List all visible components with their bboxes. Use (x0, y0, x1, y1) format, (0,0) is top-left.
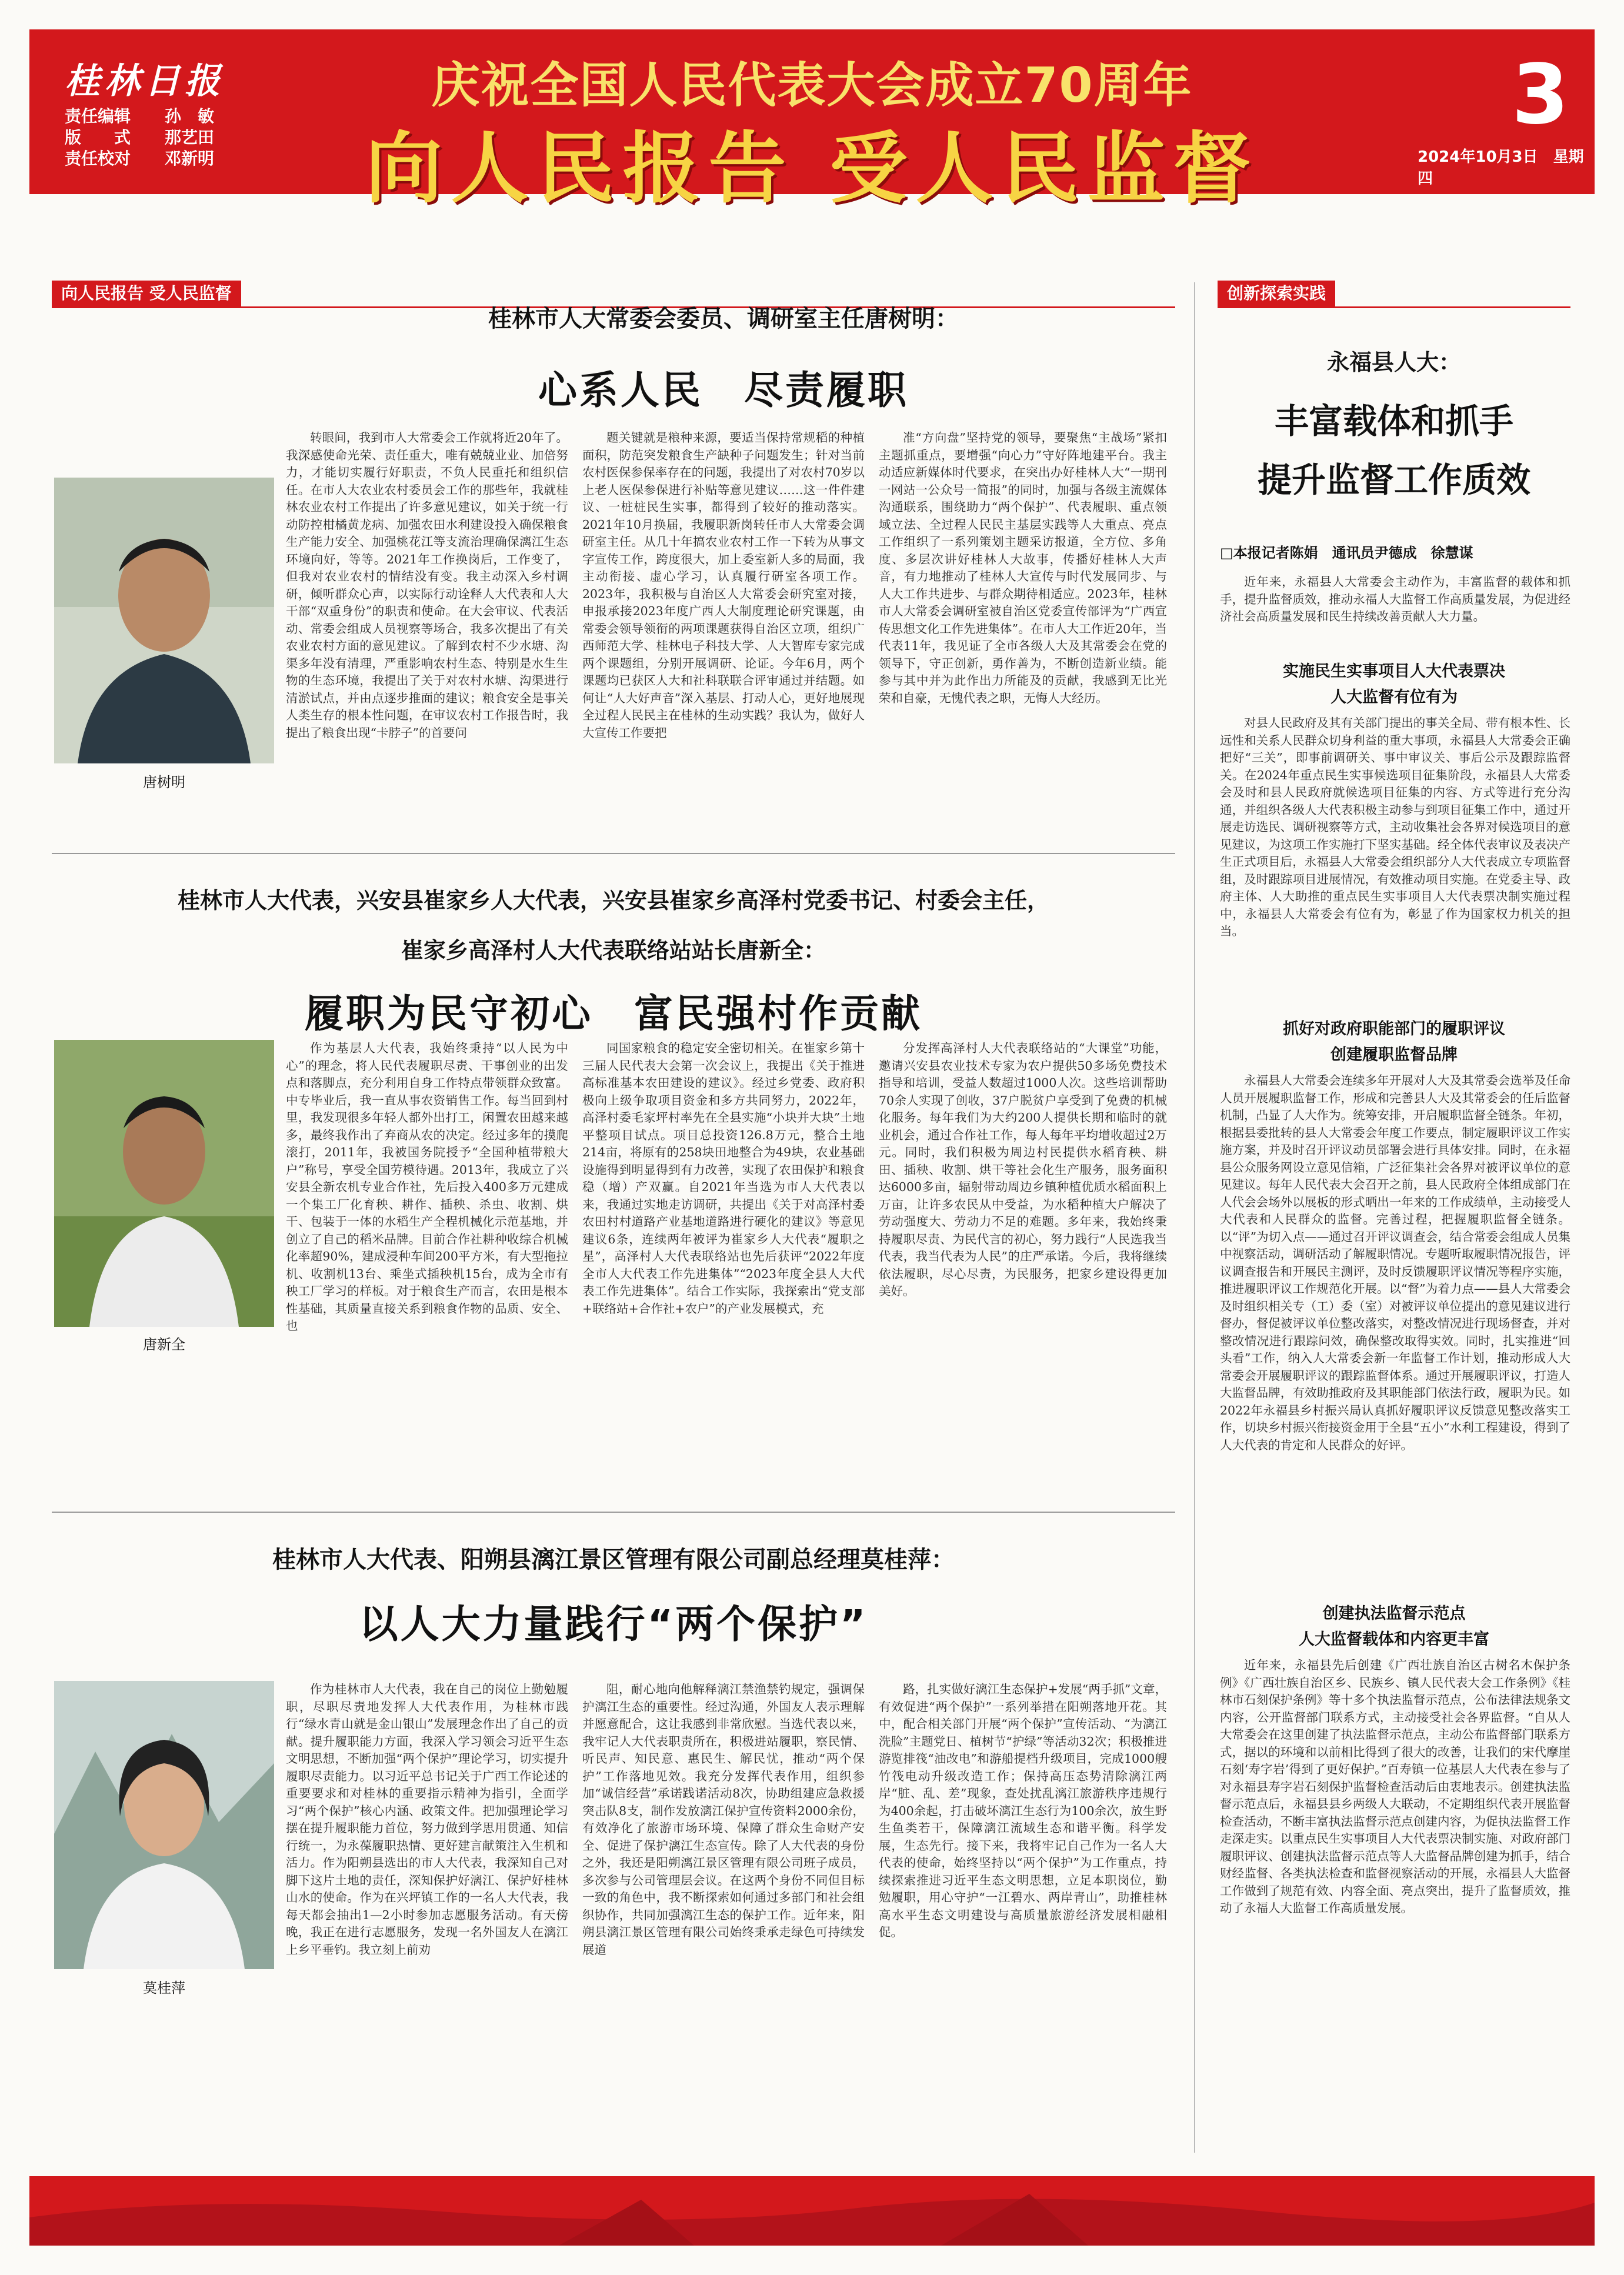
portrait-photo (54, 478, 274, 763)
article-divider (52, 853, 1175, 854)
article4-section-1: 对县人民政府及其有关部门提出的事关全局、带有根本性、长远性和关系人民群众切身利益的重大事项，永福县人大常委会正确把好“三关”，即事前调研关、事中审议关、事后公示及跟踪监督关。在2024年重点民生实事候选项目征集阶段，永福县人大常委会及时和县人民政府就候选项目征集的内容、方式等进行充分沟通，并组织各级人大代表积极主动参与到项目征集工作中，通过开展走访选民、调研视察等方式，主动收集社会各界对候选项目的意见建议，为这项工作实施打下坚实基础。经全体代表审议及表决产生正式项目后，永福县人大常委会组织部分人大代表成立专项监督组，及时跟踪项目进展情况，有效推动项目实施。在党委主导、政府主体、人大助推的重点民生实事项目人大代表票决制实施过程中，永福县人大常委会有位有为，彰显了作为国家权力机关的担当。 (1220, 716, 1570, 938)
article4-byline: □本报记者陈娟 通讯员尹德成 徐慧谋 (1220, 545, 1473, 561)
portrait-illustration (54, 478, 274, 763)
article3-column-1: 作为桂林市人大代表，我在自己的岗位上勤勉履职，尽职尽责地发挥人大代表作用，为桂林市践行“绿水青山就是金山银山”发展理念作出了自己的贡献。提升履职能力方面，我深入学习领会习近平生态文明思想，不断加强“两个保护”理论学习，切实提升履职尽责能力。以习近平总书记关于广西工作论述的重要要求和对桂林的重要指示精神为指引，全面学习“两个保护”核心内涵、政策文件。把加强理论学习摆在提升履职能力首位，努力做到学思用贯通、知信行统一，为永葆履职热情、更好建言献策注入生机和活力。作为阳朔县选出的市人大代表，我深知自己对脚下这片土地的责任，深知保护好漓江、保护好桂林山水的使命。作为在兴坪镇工作的一名人大代表，我每天都会抽出1—2小时参加志愿服务活动。有天傍晚，我正在进行志愿服务，发现一名外国友人在漓江上乡平垂钓。我立刻上前劝 (286, 1682, 568, 1957)
article4-kicker: 永福县人大： (1326, 349, 1461, 375)
article2-kicker-line1: 桂林市人大代表，兴安县崔家乡人大代表，兴安县崔家乡高泽村党委书记、村委会主任， (177, 888, 1049, 913)
article1-kicker: 桂林市人大常委会委员、调研室主任唐树明： (488, 305, 959, 332)
portrait-photo (54, 1040, 274, 1327)
masthead (29, 29, 1595, 214)
footer-wave-decoration (29, 2176, 1595, 2246)
article4-section-3: 近年来，永福县先后创建《广西壮族自治区古树名木保护条例》《广西壮族自治区乡、民族乡、镇人民代表大会工作条例》《桂林市石刻保护条例》等十多个执法监督示范点，公布法律法规条文内容，公开监督部门联系方式，主动接受社会各界监督。“自从人大常委会在这里创建了执法监督示范点，主动公布监督部门联系方式，据以的环境和以前相比得到了很大的改善，让我们的宋代摩崖石刻‘寿字岩’得到了更好保护。”百寿镇一位基层人大代表在参与了对永福县寿字岩石刻保护监督检查活动后由衷地表示。创建执法监督示范点后，永福县县乡两级人大联动，不定期组织代表开展监督检查活动，不断丰富执法监督示范点创建内容，为促执法监督工作走深走实。以重点民生实事项目人大代表票决制实施、对政府部门履职评议、创建执法监督示范点等人大监督品牌创建为抓手，结合财经监督、各类执法检查和监督视察活动的开展，永福县人大监督工作做到了规范有效、内容全面、亮点突出，提升了监督质效，推动了永福人大监督工作高质量发展。 (1220, 1658, 1570, 1915)
column-divider (1194, 282, 1195, 2153)
portrait-illustration (54, 1040, 274, 1327)
article3-kicker: 桂林市人大代表、阳朔县漓江景区管理有限公司副总经理莫桂萍： (272, 1546, 955, 1573)
article1-column-3: 准“方向盘”坚持党的领导，要聚焦“主战场”紧扣主题抓重点，要增强“向心力”守好阵地建平台。我主动适应新媒体时代要求，在突出办好桂林人大“一期刊一网站一公众号一简报”的同时，加强与各级主流媒体沟通联系，围绕助力“两个保护”、代表履职、重点领域立法、全过程人民民主基层实践等人大重点、亮点工作组织了一系列策划主题采访报道，全方位、多角度、多层次讲好桂林人大故事，传播好桂林人大声音，有力地推动了桂林人大宣传与时代发展同步、与人大工作共进步、与群众期待相适应。2023年，桂林市人大常委会调研室被自治区党委宣传部评为“广西宣传思想文化工作先进集体”。在市人大工作近20年，当代表11年，我见证了全市各级人大及其常委会在党的领导下，守正创新，勇作善为，不断创造新业绩。能参与其中并为此作出力所能及的贡献，我感到无比光荣和自豪，无愧代表之职，无悔人大经历。 (879, 431, 1167, 705)
article3-column-3: 路，扎实做好漓江生态保护+发展“两手抓”文章，有效促进“两个保护”一系列举措在阳朔落地开花。其中，配合相关部门开展“两个保护”宣传活动、“为漓江洗脸”主题党日、植树节“护绿”等活动32次；积极推进游览排筏“油改电”和游船提档升级项目，完成1000艘竹筏电动升级改造工作；保持高压态势清除漓江两岸“脏、乱、差”现象，查处扰乱漓江旅游秩序违规行为400余起，打击破坏漓江生态行为100余次，放生野生鱼类若干，保障漓江流域生态和谐平衡。科学发展，生态先行。接下来，我将牢记自己作为一名人大代表的使命，始终坚持以“两个保护”为工作重点，持续探索推进习近平生态文明思想，立足本职岗位，勤勉履职，用心守护“一江碧水、两岸青山”，助推桂林高水平生态文明建设与高质量旅游经济发展相融相促。 (879, 1682, 1167, 1939)
banner-slogan: 向人民报告 受人民监督 (365, 124, 1259, 214)
section-rule-right (1218, 306, 1570, 308)
portrait-illustration (54, 1681, 274, 1969)
section-tag-right: 创新探索实践 (1218, 281, 1335, 306)
article1-column-1: 转眼间，我到市人大常委会工作就将近20年了。我深感使命光荣、责任重大，唯有兢兢业业、加倍努力，才能切实履行好职责，不负人民重托和组织信任。在市人大农业农村委员会工作的那些年，我就桂林农业农村工作提出了许多意见建议，如关于统一行动防控柑橘黄龙病、加强农田水利建设投入确保粮食生产能力安全、加强桃花江等支流治理确保漓江生态环境向好，等等。2021年工作换岗后，工作变了，但我对农业农村的情结没有变。我主动深入乡村调研，倾听群众心声，以实际行动诠释人大代表和人大干部“双重身份”的职责和使命。在大会审议、代表活动、常委会组成人员视察等场合，我多次提出了有关农业农村方面的意见建议。了解到农村不少水塘、沟渠多年没有清理，严重影响农村生态、特别是水生生物的生态环境，我提出了关于对农村水塘、沟渠进行清淤试点，并由点逐步推面的建议；粮食安全是事关人类生存的根本性问题，在审议农村工作报告时，我提出了粮食出现“卡脖子”的首要问 (286, 431, 568, 740)
article4-subhead-3: 创建执法监督示范点 人大监督载体和内容更丰富 (1299, 1604, 1489, 1649)
article4-headline-line1: 丰富载体和抓手 (1274, 401, 1513, 441)
issue-date: 2024年10月3日 星期四 (1418, 148, 1584, 188)
editor-credit-row: 版 式 那艺田 (65, 128, 215, 147)
article4-subhead-1: 实施民生实事项目人大代表票决 人大监督有位有为 (1283, 662, 1505, 706)
footer-band (29, 2176, 1595, 2246)
article3-headline: 以人大力量践行“两个保护” (359, 1602, 868, 1647)
portrait-caption: 莫桂萍 (143, 1980, 185, 1996)
banner-anniversary: 庆祝全国人民代表大会成立70周年 (431, 58, 1193, 114)
article4-headline-line2: 提升监督工作质效 (1257, 460, 1530, 500)
section-tag-left: 向人民报告 受人民监督 (52, 281, 241, 306)
editor-credit-row: 责任编辑 孙 敏 (65, 106, 215, 126)
article4-subhead-2: 抓好对政府职能部门的履职评议 创建履职监督品牌 (1283, 1020, 1505, 1064)
article2-column-2: 同国家粮食的稳定安全密切相关。在崔家乡第十三届人民代表大会第一次会议上，我提出《关于推进高标准基本农田建设的建议》。经过乡党委、政府积极向上级争取项目资金和多方共同努力，2022年，高泽村委毛家坪村率先在全县实施“小块并大块”土地平整项目试点。项目总投资126.8万元，整合土地214亩，将原有的258块田地整合为49块，农业基础设施得到明显得到有力改善，实现了农田保护和粮食稳（增）产双赢。自2021年当选为市人大代表以来，我通过实地走访调研，共提出《关于对高泽村委农田村村道路产业基地道路进行硬化的建议》等意见建议6条，连续两年被评为崔家乡人大代表“履职之星”，高泽村人大代表联络站也先后获评“2022年度全市人大代表工作先进集体”“2023年度全县人大代表工作先进集体”。结合工作实际，我探索出“党支部+联络站+合作社+农户”的产业发展模式，充 (582, 1041, 865, 1316)
article1-headline: 心系人民 尽责履职 (538, 368, 909, 413)
article3-column-2: 阻，耐心地向他解释漓江禁渔禁钓规定，强调保护漓江生态的重要性。经过沟通，外国友人表示理解并愿意配合，这让我感到非常欣慰。当选代表以来，我牢记人大代表职责所在，积极进站履职，察民情、听民声、知民意、惠民生、解民忧，推动“两个保护”工作落地见效。我充分发挥代表作用，组织参加“诚信经营”承诺践诺活动8次，协助组建应急救援突击队8支，制作发放漓江保护宣传资料2000余份，有效净化了旅游市场环境、保障了群众生命财产安全、促进了保护漓江生态宣传。除了人大代表的身份之外，我还是阳朔漓江景区管理有限公司班子成员，多次参与公司管理层会议。在这两个身份不同但目标一致的角色中，我不断探索如何通过多部门和社会组织协作，共同加强漓江生态的保护工作。近年来，阳朔县漓江景区管理有限公司始终秉承走绿色可持续发展道 (582, 1682, 865, 1957)
article2-column-1: 作为基层人大代表，我始终秉持“以人民为中心”的理念，将人民代表履职尽责、干事创业的出发点和落脚点，充分利用自身工作特点带领群众致富。中专毕业后，我一直从事农资销售工作。每当回到村里，我发现很多年轻人都外出打工，闲置农田越来越多，最终我作出了弃商从农的决定。经过多年的摸爬滚打，2011年，我被国务院授予“全国种植带粮大户”称号，享受全国劳模待遇。2013年，我成立了兴安县全新农机专业合作社，先后投入400多万元建成一个集工厂化育秧、耕作、插秧、杀虫、收割、烘干、包装于一体的水稻生产全程机械化示范基地，并创立了自己的稻米品牌。目前合作社耕种收综合机械化率超90%，建成浸种车间200平方米，有大型拖拉机、收割机13台、乘坐式插秧机15台，成为全市有秧工厂学习的样板。对于粮食生产而言，农田是根本性基础，其质量直接关系到粮食作物的品质、安全、也 (286, 1041, 568, 1333)
portrait-caption: 唐新全 (143, 1336, 185, 1353)
article2-headline: 履职为民守初心 富民强村作贡献 (305, 991, 922, 1036)
portrait-caption: 唐树明 (143, 774, 185, 790)
article4-section-2: 永福县人大常委会连续多年开展对人大及其常委会选举及任命人员开展履职监督工作，形成和完善县人大及其常委会的任后监督机制，凸显了人大作为。统筹安排，开启履职监督全链条。年初，根据县委批转的县人大常委会年度工作要点，制定履职评议工作实施方案，并及时召开评议动员部署会进行具体安排。同时，在永福县公众服务网设立意见信箱，广泛征集社会各界对被评议单位的意见建议。每年人民代表大会召开之前，县人民政府全体组成部门在人代会会场外以展板的形式晒出一年来的工作成绩单，主动接受人大代表和人民群众的监督。完善过程，把握履职监督全链条。以“评”为切入点——通过召开评议调查会，结合常委会组成人员集中视察活动，调研活动了解履职情况。专题听取履职情况报告，评议调查报告和开展民主测评，及时反馈履职评议情况等程序实施，推进履职评议工作规范化开展。以“督”为着力点——县人大常委会及时组织相关专（工）委（室）对被评议单位提出的意见建议进行督办，督促被评议单位整改落实，对整改情况进行现场督查，并对整改情况进行跟踪问效，确保整改取得实效。同时，扎实推进“回头看”工作，纳入人大常委会新一年监督工作计划，推动形成人大常委会开展履职评议的跟踪监督体系。通过开展履职评议，打造人大监督品牌，有效助推政府及其职能部门依法行政，履职为民。如2022年永福县乡村振兴局认真抓好履职评议反馈意见整改落实工作，切块乡村振兴衔接资金用于全县“五小”水利工程建设，得到了人大代表的肯定和人民群众的好评。 (1220, 1073, 1570, 1452)
newspaper-logo: 桂林日报 (65, 61, 225, 102)
article1-column-2: 题关键就是粮种来源，要适当保持常规稻的种植面积，防范突发粮食生产缺种子问题发生；针对当前农村医保参保率存在的问题，我提出了对农村70岁以上老人医保参保进行补贴等意见建议……这一件件建议、一桩桩民生实事，都得到了较好的推动落实。2021年10月换届，我履职新岗转任市人大常委会调研室主任。从几十年搞农业农村工作一下转为从事文字宣传工作，跨度很大，加上委室新人多的局面，我主动衔接、虚心学习，认真履行研室各项工作。2023年，我积极与自治区人大常委会研究室对接，申报承接2023年度广西人大制度理论研究课题，由常委会领导领衔的两项课题获得自治区立项，组织广西师范大学、桂林电子科技大学、人大智库专家完成两个课题组，分别开展调研、论证。今年6月，两个课题均已获区人大和社科联联合评审通过并结题。如何让“人大好声音”深入基层、打动人心，更好地展现全过程人民民主在桂林的生动实践？我认为，做好人大宣传工作要把 (582, 431, 865, 740)
portrait-photo (54, 1681, 274, 1969)
editor-credit-row: 责任校对 邓新明 (65, 149, 215, 168)
page-number: 3 (1512, 47, 1569, 143)
article-divider (52, 1512, 1175, 1513)
article4-intro: 近年来，永福县人大常委会主动作为，丰富监督的载体和抓手，提升监督质效，推动永福人大监督工作高质量发展，为促进经济社会高质量发展和民生持续改善贡献人大力量。 (1220, 575, 1570, 623)
article2-kicker-line2: 崔家乡高泽村人大代表联络站站长唐新全： (401, 938, 826, 963)
article2-column-3: 分发挥高泽村人大代表联络站的“大课堂”功能，邀请兴安县农业技术专家为农户提供50多场免费技术指导和培训，受益人数超过1000人次。这些培训帮助70余人实现了创收，37户脱贫户享受到了免费的机械化服务。每年我们为大约200人提供长期和临时的就业机会，通过合作社工作，每人每年平均增收超过2万元。同时，我们积极为周边村民提供水稻育秧、耕田、插秧、收割、烘干等社会化生产服务，服务面积达6000多亩，辐射带动周边乡镇种植优质水稻面积上万亩，让许多农民从中受益，为水稻种植大户解决了劳动强度大、劳动力不足的难题。多年来，我始终秉持履职尽责、为民代言的初心，努力践行“人民选我当代表，我当代表为人民”的庄严承诺。今后，我将继续依法履职，尽心尽责，为民服务，把家乡建设得更加美好。 (879, 1041, 1167, 1298)
